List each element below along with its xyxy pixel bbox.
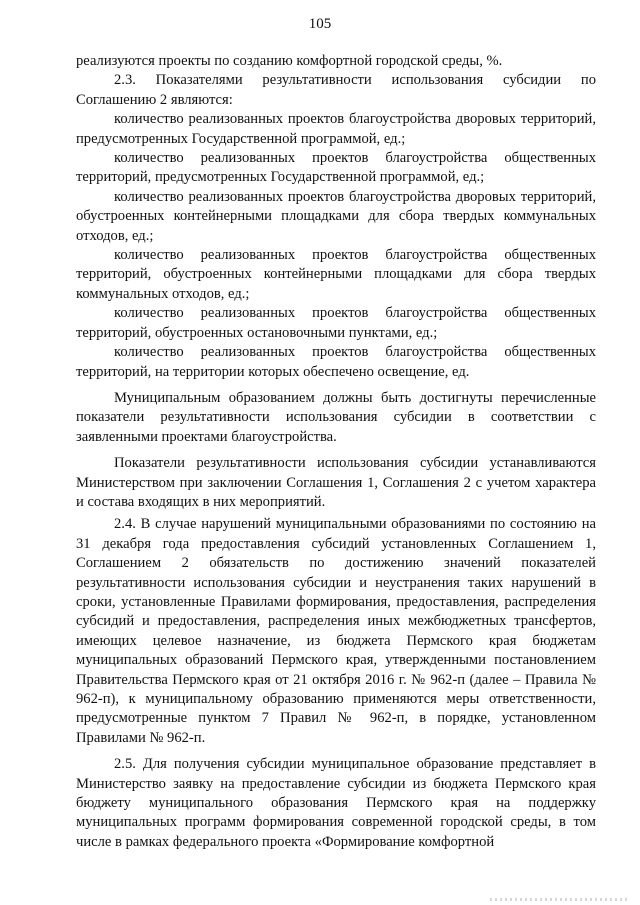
scan-artifact: [490, 898, 630, 901]
paragraph-2-3: 2.3. Показателями результативности использования субсидии по Соглашению 2 являются:: [76, 72, 596, 108]
paragraph-2-4: 2.4. В случае нарушений муниципальными образованиями по состоянию на 31 декабря года предоставления субсидий установленных Соглашением 1, Соглашением 2 обязательств по достижению значений показателей результативности использования субсидии и неустранения таких нарушений в сроки, установленные Правилами формирования, предоставления, распределения субсидий и предоставления, распределения иных межбюджетных трансфертов, имеющих целевое назначение, из бюджета Пермского края бюджетам муниципальных образований Пермского края, утвержденными постановлением Правительства Пермского края от 21 октября 2016 г. № 962-п (далее – Правила № 962-п), к муниципальному образованию применяются меры ответственности, предусмотренные пунктом 7 Правил № 962-п, в порядке, установленном Правилами № 962-п.: [76, 516, 596, 746]
page-number: 105: [308, 16, 332, 32]
paragraph-indicators-achieved: Муниципальным образованием должны быть достигнуты перечисленные показатели результативности использования субсидии в соответствии с заявленными проектами благоустройства.: [76, 389, 596, 445]
paragraph-indicators-established: Показатели результативности использования субсидии устанавливаются Министерством при заключении Соглашения 1, Соглашения 2 с учетом характера и состава входящих в них мероприятий.: [76, 455, 596, 510]
indicator-item: количество реализованных проектов благоустройства дворовых территорий, обустроенных контейнерными площадками для сбора твердых коммунальных отходов, ед.;: [76, 188, 596, 244]
document-body: [76, 52, 596, 852]
paragraph-continuation: реализуются проекты по созданию комфортной городской среды, %.: [76, 53, 503, 69]
indicator-item: количество реализованных проектов благоустройства дворовых территорий, предусмотренных Государственной программой, ед.;: [76, 111, 596, 147]
indicator-item: количество реализованных проектов благоустройства общественных территорий, обустроенных остановочными пунктами, ед.;: [76, 305, 596, 341]
paragraph-2-5: 2.5. Для получения субсидии муниципальное образование представляет в Министерство заявку на предоставление субсидии из бюджета Пермского края бюджету муниципального образования Пермского края на поддержку муниципальных программ формирования современной городской среды, в том числе в рамках федерального проекта «Формирование комфортной: [76, 756, 596, 850]
indicator-item: количество реализованных проектов благоустройства общественных территорий, на территории которых обеспечено освещение, ед.: [76, 344, 596, 380]
indicator-item: количество реализованных проектов благоустройства общественных территорий, обустроенных контейнерными площадками для сбора твердых коммунальных отходов, ед.;: [76, 247, 596, 302]
indicator-item: количество реализованных проектов благоустройства общественных территорий, предусмотренных Государственной программой, ед.;: [76, 150, 596, 186]
